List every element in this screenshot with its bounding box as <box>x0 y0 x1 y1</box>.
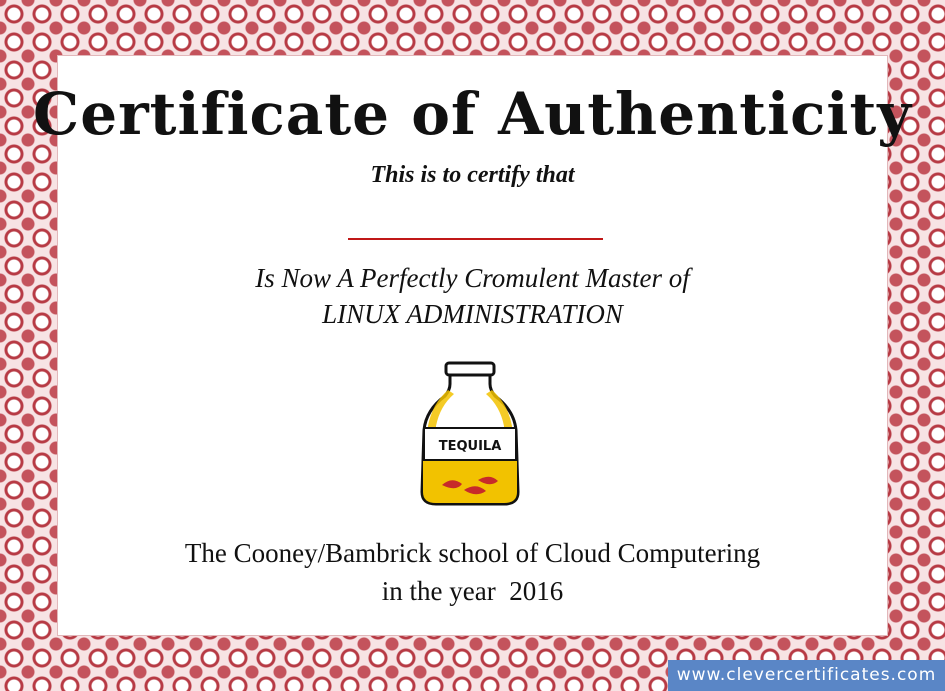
issuer-block <box>0 534 945 610</box>
bottle-label: TEQUILA <box>438 439 502 454</box>
certificate-title: Certificate of Authenticity <box>33 80 912 148</box>
mastery-statement <box>0 260 945 332</box>
recipient-name-line <box>348 238 603 240</box>
certify-subtitle: This is to certify that <box>370 162 575 188</box>
tequila-bottle-icon <box>412 360 528 508</box>
mastery-subject: LINUX ADMINISTRATION <box>322 299 623 329</box>
school-name: The Cooney/Bambrick school of Cloud Computering <box>184 538 761 568</box>
mastery-line: Is Now A Perfectly Cromulent Master of <box>255 263 690 293</box>
watermark-link[interactable]: www.clevercertificates.com <box>668 660 945 691</box>
year-line: in the year 2016 <box>381 576 564 606</box>
